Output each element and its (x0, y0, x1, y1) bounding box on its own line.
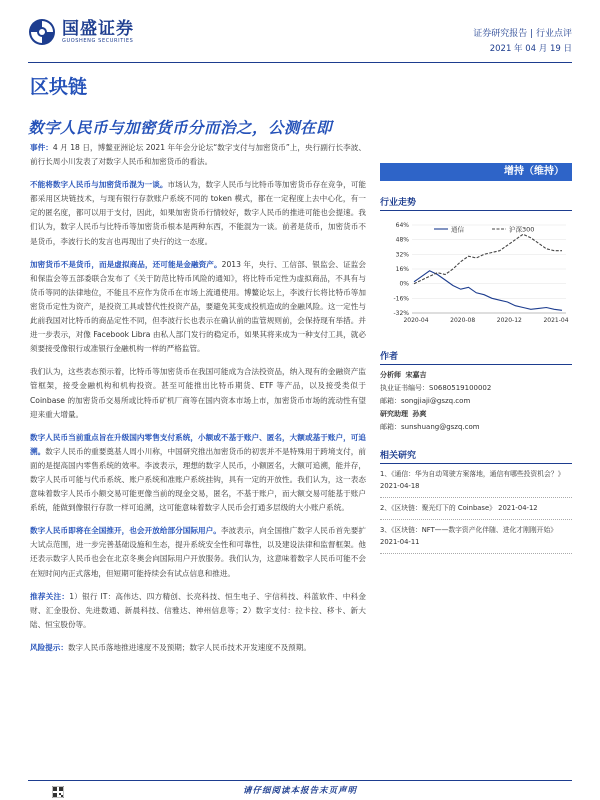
cert-label: 执业证书编号： (380, 384, 429, 392)
y-tick-label: 0% (399, 280, 409, 288)
report-title: 数字人民币与加密货币分而治之，公测在即 (28, 119, 333, 137)
related-title: 1、《通信：华为自动驾驶方案落地，通信有哪些投资机会？》 (380, 470, 565, 478)
paragraph-lead: 事件： (30, 143, 53, 152)
y-tick-label: 48% (395, 236, 409, 244)
email-label: 邮箱： (380, 397, 401, 405)
paragraph-text: 4 月 18 日，博鳌亚洲论坛 2021 年年会分论坛“数字支付与加密货币”上，央行副行长李波、前行长周小川发表了对数字人民币和加密货币的看法。 (30, 143, 366, 167)
y-tick-label: 32% (395, 251, 409, 259)
analyst-name: 宋嘉吉 (405, 371, 427, 379)
series-line-2 (414, 234, 562, 284)
trend-chart (380, 217, 572, 327)
paragraph-lead: 数字人民币即将在全国推开，也会开放给部分国际用户。 (30, 526, 221, 536)
paragraph-5 (30, 524, 366, 580)
header-divider (28, 62, 572, 63)
paragraph-text: 我们认为，这些表态预示着，比特币等加密货币在我国可能成为合法投资品，纳入现有的金融资产监管框架，接受金融机构和机构投资。甚至可能推出比特币期货、ETF 等产品，以及接受类似于 Coinbase 的加密货币交易所或比特币矿机厂商等在国内资本市场上市，加密货币市场的流动性有望迎来重大增量。 (30, 367, 366, 419)
paragraph-lead: 推荐关注： (30, 591, 70, 601)
related-title: 3、《区块链：NFT——数字资产化伴随、进化才刚刚开始》 (380, 526, 558, 534)
report-body (30, 141, 366, 664)
paragraph-risk (30, 641, 366, 655)
related-heading: 相关研究 (380, 448, 572, 464)
cert-number: S0680519100002 (429, 384, 492, 392)
guosheng-logo-icon (28, 18, 56, 46)
paragraph-recommend (30, 590, 366, 632)
paragraph-lead: 风险提示： (30, 642, 68, 652)
related-title: 2、《区块链：聚光灯下的 Coinbase》 (380, 504, 496, 512)
report-date: 2021 年 04 月 19 日 (489, 44, 572, 54)
related-date: 2021-04-11 (380, 538, 420, 546)
industry-title: 区块链 (30, 76, 88, 98)
analyst-role: 分析师 (380, 371, 401, 379)
paragraph-lead: 数字人民币当前重点旨在升级国内零售支付系统，小额或不基于账户、匿名，大额或基于账户，可追溯。 (30, 432, 366, 456)
related-date: 2021-04-12 (498, 504, 538, 512)
email-label: 邮箱： (380, 423, 401, 431)
report-type: 证券研究报告 | 行业点评 (473, 29, 572, 39)
analyst-email[interactable]: songjiaji@gszq.com (401, 397, 471, 405)
y-tick-label: 16% (395, 266, 409, 273)
paragraph-text: 市场认为，数字人民币与比特币等加密货币存在竞争，可能都采用区块链技术，与现有银行存款账户系统不同的 token 模式，都在一定程度上去中心化，有一定的匿名度，都可以用于支付，因此，如果加密货币行情较好，数字人民币的推进可能也会提速。我们认为，数字人民币与比特币等加密货币根本是两种东西，不能混为一谈。前者是货币，加密货币不是货币，李波行长的发言也再现出了央行的这一态度。 (30, 180, 367, 246)
x-tick-label: 2020-12 (496, 317, 522, 324)
company-name-en: GUOSHENG SECURITIES (62, 37, 134, 44)
legend-label: 沪深300 (509, 225, 535, 234)
paragraph-event (30, 141, 366, 169)
related-date: 2021-04-18 (380, 482, 420, 490)
trend-heading: 行业走势 (380, 195, 572, 211)
paragraph-text: 数字人民币落地推进速度不及预期；数字人民币技术开发速度不及预期。 (67, 642, 311, 652)
paragraph-text: 1）银行 IT：高伟达、四方精创、长亮科技、恒生电子、宇信科技、科蓝软件、中科金财、汇金股份、先进数通、新晨科技、信雅达、神州信息等；2）数字支付：拉卡拉、移卡、新大陆、恒宝股份等。 (30, 591, 367, 629)
rating-badge: 增持（维持） (380, 163, 572, 181)
series-line-1 (414, 271, 562, 311)
legend-label: 通信 (451, 225, 464, 234)
sidebar (380, 163, 572, 554)
paragraph-text: 数字人民币的重要奠基人周小川称，中国研究推出加密货币的初衷并不是特殊用于跨境支付，前面的是提高国内零售系统的效率。李波表示，理想的数字人民币，小额匿名，大额可追溯，能并存，数字人民币可能与代币系统、账户系统和准账户系统挂钩，具有一定的开放性。我们认为，这一表态意味着数字人民币小额交易可能更像当前的现金交易，匿名，不基于账户，而大额交易可能基于账户系统，能做到像银行存款一样可追溯，这可能意味着数字人民币会打通多层级的大小账户系统。 (30, 446, 367, 513)
paragraph-text: 李波表示，向全国推广数字人民币首先要扩大试点范围，进一步完善基础设施和生态，提升系统安全性和可靠性，以及建设法律和监督框架。他还表示数字人民币也会在北京冬奥会向国际用户开放服务。我们认为，这意味着数字人民币可能不会在短时间内正式落地，但短期可能持续会有试点信息和推进。 (30, 526, 367, 578)
page-header (28, 14, 572, 58)
author-heading: 作者 (380, 349, 572, 365)
analyst-name: 孙爽 (412, 410, 427, 418)
y-tick-label: -32% (393, 310, 409, 317)
paragraph-1 (30, 178, 366, 248)
analyst-2 (380, 408, 572, 434)
x-tick-label: 2021-04 (543, 317, 569, 324)
paragraph-text: 2013 年，央行、工信部、银监会、证监会和保监会等五部委联合发布了《关于防范比特币风险的通知》，将比特币定性为虚拟商品，不具有与货币等同的法律地位，不能且不应作为货币在市场上流通使用。博鳌论坛上，李波行长将比特币等加密货币定性为资产，是投资工具或替代性投资产品，要避免其变成投机造成的金融风险。这一定性与此前我国对比特币的商品定性不同，但李波行长也表示在确认前的监管规则前，会保持现有举措。并进一步表示，对像 Facebook Libra 由私人部门发行的稳定币，如果其将来成为一种支付工具，就必须要接受像银行或准银行金融机构一样的严格监管。 (30, 259, 366, 354)
trend-chart-svg (380, 217, 572, 327)
y-tick-label: 64% (395, 222, 409, 229)
related-item[interactable] (380, 520, 572, 554)
company-name-cn: 国盛证券 (62, 18, 134, 39)
analyst-role: 研究助理 (380, 410, 408, 418)
paragraph-3 (30, 365, 366, 421)
footer-disclaimer: 请仔细阅读本报告末页声明 (242, 786, 357, 796)
related-item[interactable] (380, 464, 572, 498)
paragraph-lead: 加密货币不是货币，而是虚拟商品，还可能是金融资产。 (30, 259, 222, 269)
paragraph-4 (30, 431, 366, 516)
company-logo (28, 18, 134, 46)
analyst-email[interactable]: sunshuang@gszq.com (401, 423, 480, 431)
paragraph-lead: 不能将数字人民币与加密货币混为一谈。 (30, 180, 168, 190)
y-tick-label: -16% (393, 295, 409, 303)
paragraph-2 (30, 258, 366, 357)
footer-divider (28, 780, 572, 781)
analyst-1 (380, 369, 572, 408)
related-item[interactable] (380, 498, 572, 520)
x-tick-label: 2020-04 (403, 317, 429, 324)
x-tick-label: 2020-08 (450, 317, 476, 324)
